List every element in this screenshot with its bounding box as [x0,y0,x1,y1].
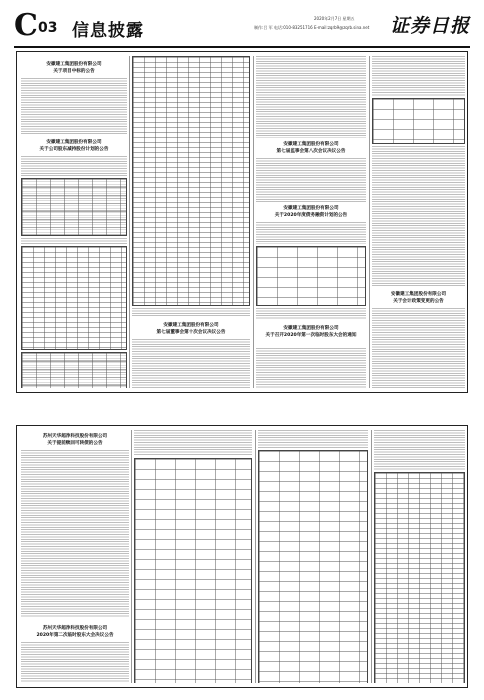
notice-title: 第七届董事会第十次会议决议公告 [132,330,250,336]
notice-company: 安徽建工集团股份有限公司 [372,292,465,298]
notice-company: 安徽建工集团股份有限公司 [256,326,366,332]
notice-body [21,156,127,176]
masthead-rule [14,46,470,48]
notice-title: 关于召开2020年第一次临时股东大会的通知 [256,333,366,339]
notice-company: 苏州天华超净科技股份有限公司 [21,626,129,632]
section-name: 信息披露 [72,21,144,41]
top-column-4 [372,56,465,388]
section-number: 03 [38,20,58,36]
data-table [132,56,250,306]
notice-company: 安徽建工集团股份有限公司 [256,142,366,148]
notice-title: 关于项目中标的公告 [21,69,127,75]
data-table [21,352,127,388]
notice-company: 安徽建工集团股份有限公司 [21,140,127,146]
top-announcement-panel [16,51,468,393]
notice-body [132,339,250,388]
notice-body [256,308,366,320]
notice-title: 关于2020年度债务融资计划的公告 [256,213,366,219]
top-column-2 [132,56,250,388]
notice-body [256,158,366,202]
bottom-announcement-panel [16,425,468,688]
notice-title: 第七届监事会第八次会议决议公告 [256,149,366,155]
editor-contact: 制作:吕 军 电话:010-83251716 E-mail:zqrb9@zqrb.sina.net [254,25,370,30]
notice-body [21,450,129,618]
notice-title: 2020年第二次临时股东大会决议公告 [21,633,129,639]
notice-body [21,642,129,683]
notice-title: 关于会计政策变更的公告 [372,299,465,305]
notice-body [132,308,250,316]
notice-company: 安徽建工集团股份有限公司 [21,62,127,68]
notice-body [21,238,127,244]
notice-body [21,78,127,134]
column-divider [131,430,132,683]
issue-date: 2020年2月7日 星期五 [314,16,355,21]
column-divider [129,56,130,388]
masthead [14,10,470,46]
top-column-1 [21,56,127,388]
data-table [374,472,465,683]
column-divider [253,56,254,388]
data-table [258,450,368,683]
top-column-3 [256,56,366,388]
data-table [134,458,252,683]
notice-body [258,430,368,448]
notice-title: 关于公司股东减持股份计划的公告 [21,147,127,153]
newspaper-logo: 证券日报 [389,15,470,37]
data-table [21,246,127,350]
column-divider [371,430,372,683]
notice-company: 安徽建工集团股份有限公司 [132,323,250,329]
notice-body [256,348,366,388]
bottom-column-2 [134,430,252,683]
column-divider [255,430,256,683]
notice-body [374,430,465,470]
notice-body [372,56,465,96]
notice-company: 苏州天华超净科技股份有限公司 [21,434,129,440]
bottom-column-3 [258,430,368,683]
data-table [21,178,127,236]
notice-title: 关于提前赎回可转债的公告 [21,441,129,447]
section-code: C [14,8,38,43]
bottom-column-4 [374,430,465,683]
notice-body [256,56,366,138]
column-divider [369,56,370,388]
data-table [372,98,465,144]
data-table [256,246,366,306]
notice-body [256,222,366,244]
notice-body [372,146,465,286]
notice-body [372,308,465,388]
notice-body [134,430,252,456]
notice-company: 安徽建工集团股份有限公司 [256,206,366,212]
bottom-column-1 [21,430,129,683]
